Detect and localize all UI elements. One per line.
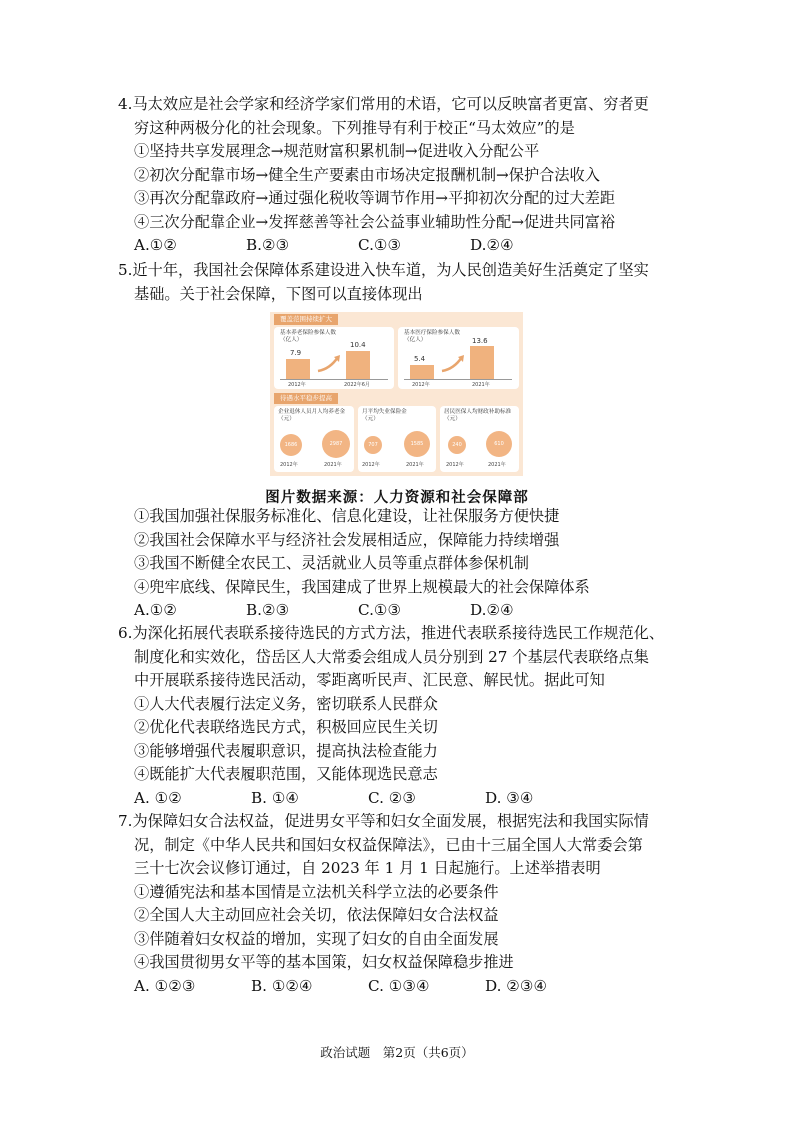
q4-item: ①坚持共享发展理念→规范财富积累机制→促进收入分配公平 — [134, 142, 540, 160]
medical-year-2: 2021年 — [472, 382, 490, 388]
q4-item: ③再次分配靠政府→通过强化税收等调节作用→平抑初次分配的过大差距 — [134, 189, 616, 207]
q5-option-c: C.①③ — [358, 601, 402, 619]
rural-medical-year-1: 2012年 — [446, 462, 464, 468]
retire-label: 企业退休人员月人均养老金 — [278, 409, 346, 415]
q7-item: ①遵循宪法和基本国情是立法机关科学立法的必要条件 — [134, 882, 499, 901]
medical-value-2012: 5.4 — [414, 355, 426, 363]
pension-panel — [274, 327, 394, 389]
question-5-items — [118, 505, 683, 623]
q7-stem-line: 况，制定《中华人民共和国妇女权益保障法》，已由十三届全国人大常委会第 — [134, 835, 643, 854]
q5-stem-line: 基础。关于社会保障，下图可以直接体现出 — [134, 284, 423, 303]
unemployment-year-2: 2021年 — [406, 462, 424, 468]
pension-value-2022: 10.4 — [350, 341, 366, 349]
medical-panel — [398, 327, 519, 389]
unemployment-label: 月平均失业保险金 — [362, 409, 407, 415]
retire-year-1: 2012年 — [280, 462, 298, 468]
medical-year-1: 2012年 — [412, 382, 430, 388]
retire-value-2012: 1686 — [280, 434, 302, 456]
q4-option-c: C.①③ — [358, 236, 402, 254]
retire-value-2021: 2987 — [322, 430, 350, 458]
page-footer: 政治试题 第2页（共6页） — [320, 1045, 474, 1060]
question-6 — [118, 622, 683, 810]
q4-option-d: D.②④ — [470, 236, 514, 254]
q5-options — [118, 599, 683, 623]
medical-bar-2012 — [410, 365, 434, 379]
q4-stem-line: 4.马太效应是社会学家和经济学家们常用的术语，它可以反映富者更富、穷者更 — [118, 95, 649, 113]
rural-medical-value-2021: 610 — [486, 431, 512, 457]
q5-stem-line: 5.近十年，我国社会保障体系建设进入快车道，为人民创造美好生活奠定了坚实 — [118, 261, 649, 279]
q6-stem-line: 中开展联系接待选民活动，零距离听民声、汇民意、解民忧。据此可知 — [134, 671, 605, 689]
unemployment-value-2021: 1585 — [404, 431, 430, 457]
q5-item: ②我国社会保障水平与经济社会发展相适应，保障能力持续增强 — [134, 530, 560, 549]
q7-item: ③伴随着妇女权益的增加，实现了妇女的自由全面发展 — [134, 929, 499, 948]
medical-value-2021: 13.6 — [472, 337, 488, 345]
pension-axis — [280, 379, 388, 380]
q6-option-c: C. ②③ — [368, 788, 416, 807]
q5-item: ①我国加强社保服务标准化、信息化建设，让社保服务方便快捷 — [134, 507, 560, 525]
q4-options — [118, 234, 683, 258]
q4-item: ④三次分配靠企业→发挥慈善等社会公益事业辅助性分配→促进共同富裕 — [134, 212, 616, 231]
question-5 — [118, 259, 683, 306]
retire-unit: （元） — [278, 416, 295, 422]
unemployment-panel — [358, 406, 436, 472]
q6-option-b: B. ①④ — [251, 788, 300, 807]
figure-caption: 图片数据来源：人力资源和社会保障部 — [265, 489, 529, 506]
q5-option-b: B.②③ — [246, 601, 290, 619]
q4-stem-line: 穷这种两极分化的社会现象。下列推导有利于校正“马太效应”的是 — [134, 118, 575, 137]
pension-bar-2022 — [346, 351, 370, 379]
pension-value-2012: 7.9 — [290, 349, 302, 357]
retire-year-2: 2021年 — [324, 462, 342, 468]
question-7 — [118, 810, 683, 998]
unemployment-value-2012: 707 — [364, 436, 382, 454]
q5-option-d: D.②④ — [470, 601, 514, 619]
rural-medical-unit: （元） — [444, 416, 461, 422]
q7-option-d: D. ②③④ — [485, 976, 548, 995]
growth-arrow-icon — [440, 353, 466, 373]
q7-options — [118, 975, 683, 999]
medical-axis — [404, 379, 512, 380]
medical-unit: （亿人） — [404, 337, 427, 343]
unemployment-unit: （元） — [362, 416, 379, 422]
q6-item: ②优化代表联络选民方式，积极回应民生关切 — [134, 718, 438, 736]
medical-label: 基本医疗保险参保人数 — [404, 330, 460, 336]
q6-option-d: D. ③④ — [485, 788, 534, 807]
q7-item: ②全国人大主动回应社会关切，依法保障妇女合法权益 — [134, 906, 499, 924]
q7-item: ④我国贯彻男女平等的基本国策，妇女权益保障稳步推进 — [134, 953, 514, 971]
pension-unit: （亿人） — [280, 337, 303, 343]
pension-label: 基本养老保险参保人数 — [280, 330, 336, 336]
rural-medical-year-2: 2021年 — [488, 462, 506, 468]
q7-option-c: C. ①③④ — [368, 976, 430, 995]
growth-arrow-icon — [316, 353, 342, 373]
q6-option-a: A. ①② — [134, 788, 182, 807]
retire-panel — [274, 406, 354, 472]
q7-option-a: A. ①②③ — [134, 976, 196, 995]
q4-option-a: A.①② — [134, 236, 178, 254]
q6-stem-line: 制度化和实效化，岱岳区人大常委会组成人员分别到 27 个基层代表联络点集 — [134, 647, 649, 666]
q6-item: ①人大代表履行法定义务，密切联系人民群众 — [134, 694, 438, 713]
q5-item: ③我国不断健全农民工、灵活就业人员等重点群体参保机制 — [134, 554, 529, 572]
q4-item: ②初次分配靠市场→健全生产要素由市场决定报酬机制→保护合法收入 — [134, 165, 600, 184]
rural-medical-label: 居民医保人均财政补助标准 — [444, 409, 512, 415]
pension-bar-2012 — [286, 359, 310, 379]
q6-item: ④既能扩大代表履职范围，又能体现选民意志 — [134, 765, 438, 783]
q5-item: ④兜牢底线、保障民生，我国建成了世界上规模最大的社会保障体系 — [134, 577, 590, 596]
pension-year-2: 2022年6月 — [344, 382, 370, 388]
section-header-benefits: 待遇水平稳步提高 — [274, 393, 338, 404]
q4-option-b: B.②③ — [246, 236, 290, 254]
question-4 — [118, 93, 683, 258]
q6-stem-line: 6.为深化拓展代表联系接待选民的方式方法，推进代表联系接待选民工作规范化、 — [118, 624, 665, 642]
q7-stem-line: 三十七次会议修订通过，自 2023 年 1 月 1 日起施行。上述举措表明 — [134, 859, 601, 877]
section-header-coverage: 覆盖范围持续扩大 — [274, 314, 338, 325]
rural-medical-value-2012: 240 — [448, 436, 466, 454]
medical-bar-2021 — [470, 346, 494, 379]
rural-medical-panel — [440, 406, 519, 472]
q6-item: ③能够增强代表履职意识，提高执法检查能力 — [134, 741, 438, 760]
unemployment-year-1: 2012年 — [362, 462, 380, 468]
pension-year-1: 2012年 — [288, 382, 306, 388]
q6-options — [118, 787, 683, 811]
social-security-infographic — [270, 312, 523, 476]
q5-option-a: A.①② — [134, 601, 178, 619]
q7-option-b: B. ①②④ — [251, 976, 313, 995]
q7-stem-line: 7.为保障妇女合法权益，促进男女平等和妇女全面发展，根据宪法和我国实际情 — [118, 812, 649, 830]
